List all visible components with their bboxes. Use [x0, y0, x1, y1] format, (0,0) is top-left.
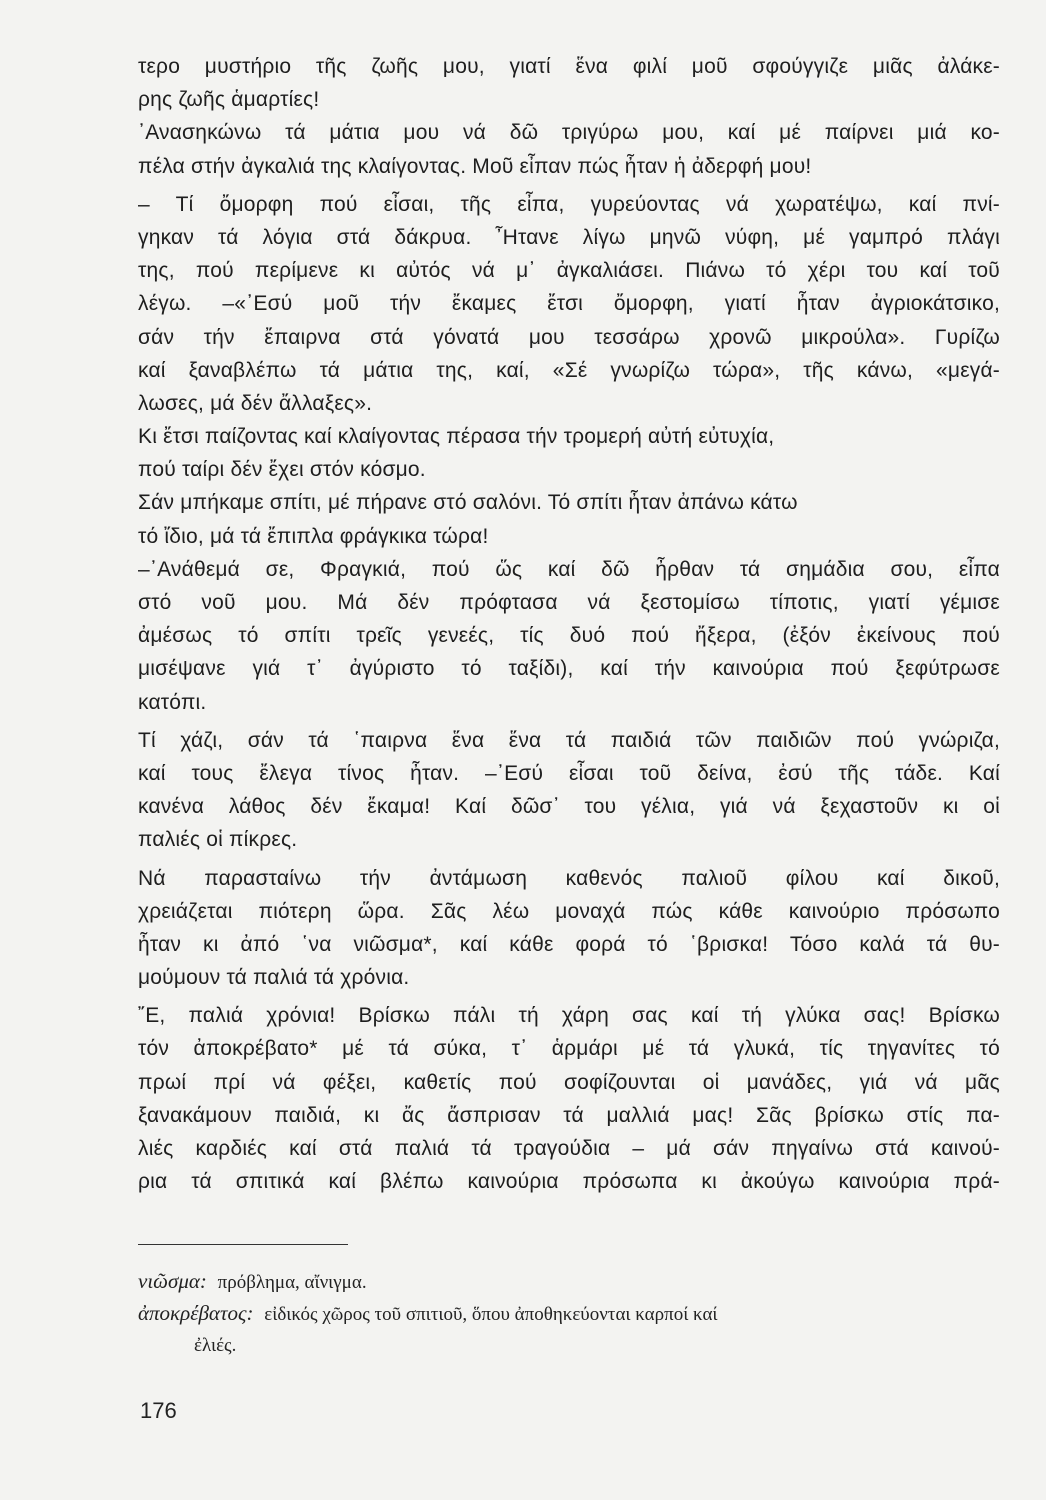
text-line: ῎Ε, παλιά χρόνια! Βρίσκω πάλι τή χάρη σας καί τή γλύκα σας! Βρίσκω [138, 1004, 1000, 1028]
text-line: κατόπι. [138, 690, 207, 714]
footnote [138, 1298, 1000, 1330]
footnote-continuation: ἐλιές. [194, 1335, 237, 1356]
text-line: τερο μυστήριο τῆς ζωῆς μου, γιατί ἕνα φιλί μοῦ σφούγγιζε μιᾶς ἀλάκε- [138, 55, 1000, 78]
text-line: ᾿Ανασηκώνω τά μάτια μου νά δῶ τριγύρω μου, καί μέ παίρνει μιά κο- [138, 121, 1000, 145]
text-line: ἀμέσως τό σπίτι τρεῖς γενεές, τίς δυό πού ἤξερα, (ἐξόν ἐκείνους πού [138, 624, 1000, 648]
text-line: λωσες, μά δέν ἄλλαξες». [138, 391, 373, 415]
text-line: Κι ἔτσι παίζοντας καί κλαίγοντας πέρασα τήν τρομερή αὐτή εὐτυχία, [138, 425, 775, 449]
text-line: –᾿Ανάθεμά σε, Φραγκιά, πού ὥς καί δῶ ἦρθαν τά σημάδια σου, εἶπα [138, 557, 1000, 581]
footnote-definition: πρόβλημα, αἴνιγμα. [217, 1272, 367, 1293]
footnote-divider [138, 1244, 348, 1245]
footnote-term: νιῶσμα: [138, 1269, 207, 1293]
text-line: ξανακάμουν παιδιά, κι ἄς ἄσπρισαν τά μαλλιά μας! Σᾶς βρίσκω στίς πα- [138, 1103, 1000, 1127]
text-line: της, πού περίμενε κι αὐτός νά μ᾿ ἀγκαλιάσει. Πιάνω τό χέρι του καί τοῦ [138, 259, 1000, 283]
text-line: μισέψανε γιά τ᾿ ἀγύριστο τό ταξίδι), καί τήν καινούρια πού ξεφύτρωσε [138, 657, 1000, 681]
text-line: τό ἴδιο, μά τά ἔπιπλα φράγκικα τώρα! [138, 524, 489, 548]
text-line: ρια τά σπιτικά καί βλέπω καινούρια πρόσωπα κι ἀκούγω καινούρια πρά- [138, 1170, 1000, 1194]
text-line: Τί χάζι, σάν τά ῾παιρνα ἕνα ἕνα τά παιδιά τῶν παιδιῶν πού γνώριζα, [138, 728, 1000, 752]
text-line: καί ξαναβλέπω τά μάτια της, καί, «Σέ γνωρίζω τώρα», τῆς κάνω, «μεγά- [138, 358, 1000, 382]
text-line: Νά παρασταίνω τήν ἀντάμωση καθενός παλιοῦ φίλου καί δικοῦ, [138, 866, 1000, 890]
text-line: – Τί ὄμορφη πού εἶσαι, τῆς εἶπα, γυρεύοντας νά χωρατέψω, καί πνί- [138, 192, 1000, 216]
footnote-definition: εἰδικός χῶρος τοῦ σπιτιοῦ, ὅπου ἀποθηκεύονται καρποί καί [264, 1304, 718, 1325]
text-line: πέλα στήν ἀγκαλιά της κλαίγοντας. Μοῦ εἶπαν πώς ἦταν ἡ ἀδερφή μου! [138, 154, 812, 178]
text-line: παλιές οἱ πίκρες. [138, 828, 298, 852]
text-line: κανένα λάθος δέν ἔκαμα! Καί δῶσ᾿ του γέλια, γιά νά ξεχαστοῦν κι οἱ [138, 795, 1000, 819]
footnote-term: ἀποκρέβατος: [138, 1301, 254, 1325]
text-line: πού ταίρι δέν ἔχει στόν κόσμο. [138, 458, 426, 482]
text-line: Σάν μπήκαμε σπίτι, μέ πήρανε στό σαλόνι. Τό σπίτι ἦταν ἀπάνω κάτω [138, 491, 798, 515]
text-line: ἦταν κι ἀπό ῾να νιῶσμα*, καί κάθε φορά τό ῾βρισκα! Τόσο καλά τά θυ- [138, 932, 1000, 956]
text-line: πρωί πρί νά φέξει, καθετίς πού σοφίζουνται οἱ μανάδες, γιά νά μᾶς [138, 1070, 1000, 1094]
text-line: χρειάζεται πιότερη ὥρα. Σᾶς λέω μοναχά πώς κάθε καινούριο πρόσωπο [138, 899, 1000, 923]
text-line: σάν τήν ἔπαιρνα στά γόνατά μου τεσσάρω χρονῶ μικρούλα». Γυρίζω [138, 325, 1000, 349]
text-line: γηκαν τά λόγια στά δάκρυα. ῏Ητανε λίγω μηνῶ νύφη, μέ γαμπρό πλάγι [138, 225, 1000, 249]
text-line: μούμουν τά παλιά τά χρόνια. [138, 966, 410, 990]
text-line: τόν ἀποκρέβατο* μέ τά σύκα, τ᾿ ἁρμάρι μέ τά γλυκά, τίς τηγανίτες τό [138, 1037, 1000, 1061]
footnotes [138, 1266, 1000, 1361]
text-line: ρης ζωῆς ἁμαρτίες! [138, 88, 320, 112]
text-line: καί τους ἔλεγα τίνος ἦταν. –᾿Εσύ εἶσαι τοῦ δείνα, ἐσύ τῆς τάδε. Καί [138, 761, 1000, 785]
text-line: λέγω. –«᾿Εσύ μοῦ τήν ἔκαμες ἔτσι ὄμορφη, γιατί ἦταν ἀγριοκάτσικο, [138, 292, 1000, 316]
main-text [138, 50, 1000, 1198]
page-number: 176 [140, 1398, 177, 1423]
text-line: λιές καρδιές καί στά παλιά τά τραγούδια – μά σάν πηγαίνω στά καινού- [138, 1137, 1000, 1160]
footnote [138, 1266, 1000, 1298]
text-line: στό νοῦ μου. Μά δέν πρόφτασα νά ξεστομίσω τίποτις, γιατί γέμισε [138, 591, 1000, 614]
